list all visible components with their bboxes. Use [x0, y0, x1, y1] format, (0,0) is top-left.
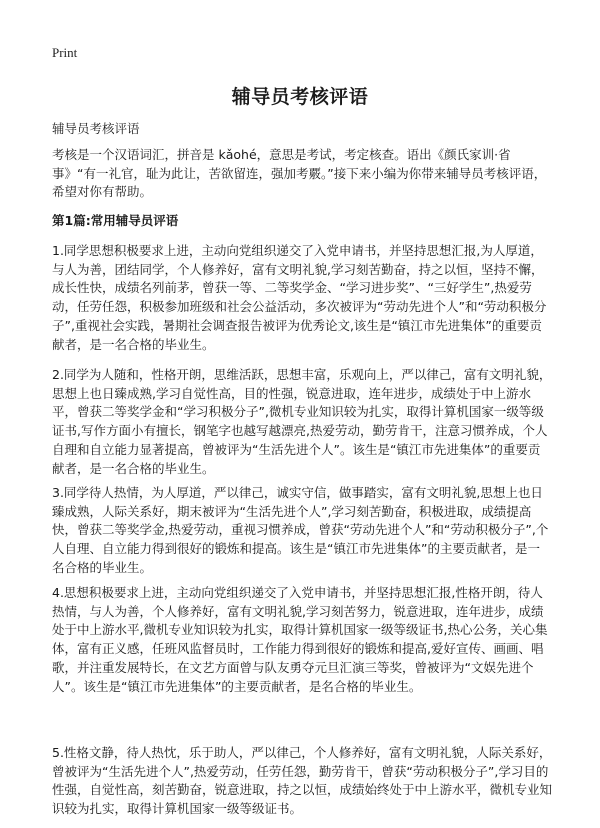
- comment-paragraph-2: 2.同学为人随和，性格开朗，思维活跃，思想丰富，乐观向上，严以律己，富有文明礼貌，思想上也日臻成熟,学习自觉性高，目的性强，锐意进取，连年进步，成绩处于中上游水平，曾获二等奖学金和“学习积极分子”,微机专业知识较为扎实，取得计算机国家一级等级证书,写作方面小有擅长，钢笔字也越写越漂亮,热爱劳动，勤劳肯干，注意习惯养成，个人自理和自立能力显著提高，曾被评为“生活先进个人”。该生是“镇江市先进集体”的重要贡献者，是一名合格的毕业生。: [52, 367, 552, 476]
- comment-paragraph-3: 3.同学待人热情，为人厚道，严以律己，诚实守信，做事踏实，富有文明礼貌,思想上也日臻成熟，人际关系好，期末被评为“生活先进个人”,学习刻苦勤奋，积极进取，成绩提高快，曾获二等奖学金,热爱劳动，重视习惯养成，曾获“劳动先进个人”和“劳动积极分子”,个人自理、自立能力得到很好的锻炼和提高。该生是“镇江市先进集体”的主要贡献者，是一名合格的毕业生。: [52, 485, 549, 575]
- document-title: 辅导员考核评语: [231, 86, 369, 108]
- section-heading: 第1篇:常用辅导员评语: [52, 213, 179, 228]
- comment-paragraph-1: 1.同学思想积极要求上进，主动向党组织递交了入党申请书，并坚持思想汇报,为人厚道，与人为善，团结同学，个人修养好，富有文明礼貌,学习刻苦勤奋，持之以恒，坚持不懈，成长性快，成绩名列前茅，曾获一等、二等奖学金、“学习进步奖”、“三好学生”,热爱劳动，任劳任怨，积极参加班级和社会公益活动，多次被评为“劳动先进个人”和“劳动积极分子”,重视社会实践，暑期社会调查报告被评为优秀论文,该生是“镇江市先进集体”的重要贡献者，是一名合格的毕业生。: [52, 243, 547, 352]
- document-subtitle: 辅导员考核评语: [52, 121, 140, 136]
- comment-paragraph-5: 5.性格文静，待人热忱，乐于助人，严以律己，个人修养好，富有文明礼貌，人际关系好，曾被评为“生活先进个人”,热爱劳动，任劳任怨，勤劳肯干，曾获“劳动积极分子”,学习目的性强，自觉性高，刻苦勤奋，锐意进取，持之以恒，成绩始终处于中上游水平，微机专业知识较为扎实，取得计算机国家一级等级证书。: [52, 745, 552, 817]
- intro-paragraph: 考核是一个汉语词汇，拼音是 kǎohé，意思是考试，考定核查。语出《颜氏家训·省事》“有一礼官，耻为此让，苦欲留连，强加考覈。”接下来小编为你带来辅导员考核评语，希望对你有帮助。: [52, 147, 547, 199]
- print-link[interactable]: Print: [52, 45, 78, 60]
- comment-paragraph-4: 4.思想积极要求上进，主动向党组织递交了入党申请书，并坚持思想汇报,性格开朗，待人热情，与人为善，个人修养好，富有文明礼貌,学习刻苦努力，锐意进取，连年进步，成绩处于中上游水平,微机专业知识较为扎实，取得计算机国家一级等级证书,热心公务，关心集体，富有正义感，任班风监督员时，工作能力得到很好的锻炼和提高,爱好宣传、画画、唱歌，并注重发展特长，在文艺方面曾与队友勇夺元旦汇演三等奖，曾被评为“文娱先进个人”。该生是“镇江市先进集体”的主要贡献者，是名合格的毕业生。: [52, 585, 548, 694]
